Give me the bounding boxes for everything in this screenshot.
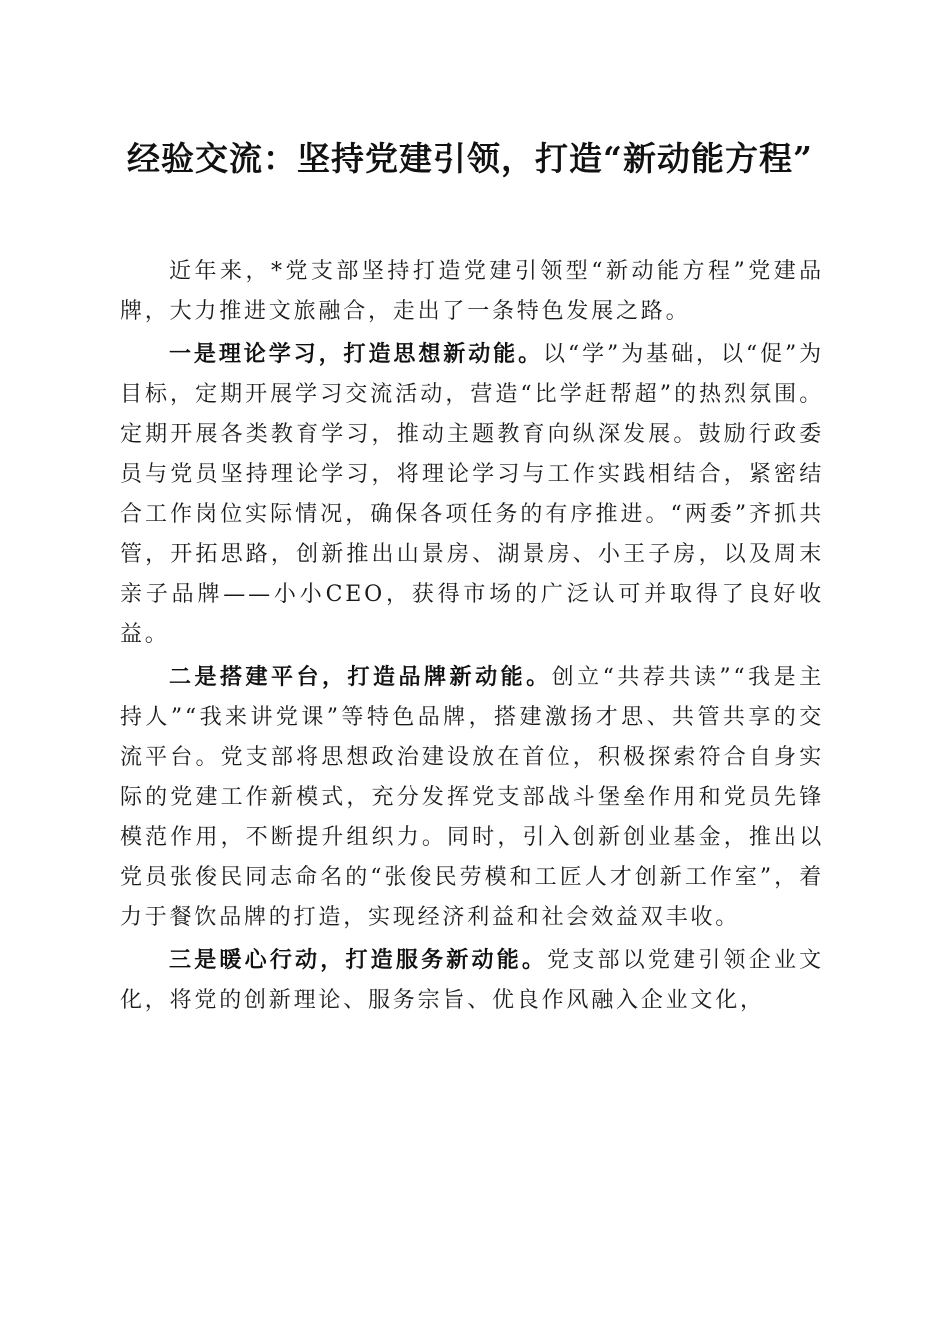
paragraph-lead: 一是理论学习，打造思想新动能。 [169,341,543,367]
paragraph-text: 党支部以党建引领企业文化，将党的创新理论、服务宗旨、优良作风融入企业文化， [120,948,824,1013]
paragraph-text: 近年来，*党支部坚持打造党建引领型“新动能方程”党建品牌，大力推进文旅融合，走出了一条特色发展之路。 [120,259,824,324]
paragraph-theory-study [120,334,824,655]
paragraph-lead: 二是搭建平台，打造品牌新动能。 [169,664,552,690]
paragraph-lead: 三是暖心行动，打造服务新动能。 [169,947,548,973]
paragraph-platform-building [120,657,824,938]
document-title: 经验交流：坚持党建引领，打造“新动能方程” [127,139,813,178]
paragraph-text: 创立“共荐共读”“我是主持人”“我来讲党课”等特色品牌，搭建激扬才思、共管共享的交流平台。党支部将思想政治建设放在首位，积极探索符合自身实际的党建工作新模式，充分发挥党支部战斗堡垒作用和党员先锋模范作用，不断提升组织力。同时，引入创新创业基金，推出以党员张俊民同志命名的“张俊民劳模和工匠人才创新工作室”，着力于餐饮品牌的打造，实现经济利益和社会效益双丰收。 [120,665,824,930]
document-body [120,252,824,1023]
paragraph-service-action [120,940,824,1021]
paragraph-text: 以“学”为基础，以“促”为目标，定期开展学习交流活动，营造“比学赶帮超”的热烈氛围。定期开展各类教育学习，推动主题教育向纵深发展。鼓励行政委员与党员坚持理论学习，将理论学习与工作实践相结合，紧密结合工作岗位实际情况，确保各项任务的有序推进。“两委”齐抓共管，开拓思路，创新推出山景房、湖景房、小王子房，以及周末亲子品牌——小小CEO，获得市场的广泛认可并取得了良好收益。 [120,342,824,647]
paragraph-intro [120,252,824,332]
